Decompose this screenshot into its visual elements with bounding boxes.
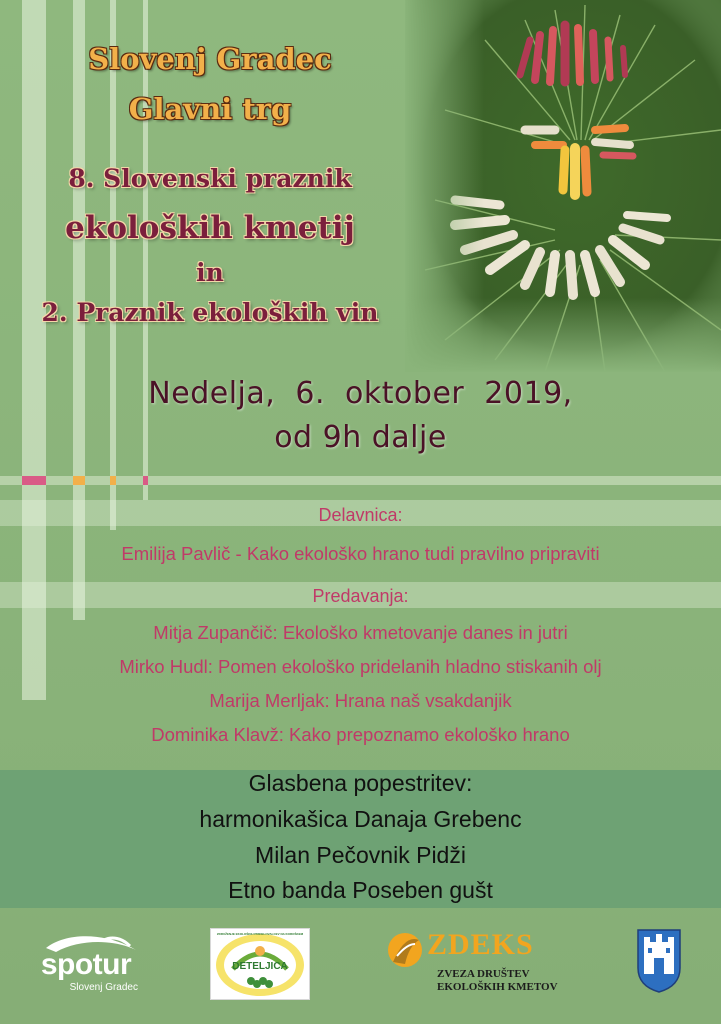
lecture-item: Dominika Klavž: Kako prepoznamo ekološko hrano [151,724,570,745]
zdeks-name: ZDEKS [427,928,534,961]
carrot-photo [405,0,721,372]
workshop-label: Delavnica: [318,505,403,525]
decor-tick [73,476,85,485]
deteljica-name: DETELJICA [232,961,288,972]
decor-tick [143,476,148,485]
slovenj-gradec-coat-of-arms [636,928,682,994]
square-title: Glavni trg [128,92,292,126]
spotur-logo [26,930,146,1000]
event-title-line2: ekoloških kmetij [65,210,355,246]
decor-tick [110,476,116,485]
lecture-item: Mitja Zupančič: Ekološko kmetovanje danes in jutri [153,622,568,643]
event-date: Nedelja, 6. oktober 2019, [148,376,573,411]
lecture-item: Mirko Hudl: Pomen ekološko pridelanih hladno stiskanih olj [119,656,602,677]
spotur-sub: Slovenj Gradec [69,982,138,993]
event-title-line1: 8. Slovenski praznik [68,164,352,193]
event-title-line4: 2. Praznik ekoloških vin [41,298,379,327]
decor-tick [22,476,46,485]
town-title: Slovenj Gradec [88,42,332,76]
zdeks-leaf-icon [385,930,425,974]
lectures-label: Predavanja: [312,586,409,606]
zdeks-logo [385,930,565,996]
spotur-name: spotur [40,948,132,981]
lecture-item: Marija Merljak: Hrana naš vsakdanjik [209,690,512,711]
event-time: od 9h dalje [274,420,447,455]
performer: Milan Pečovnik Pidži [255,842,466,868]
zdeks-sub2: EKOLOŠKIH KMETOV [437,981,558,993]
performer: Etno banda Poseben gušt [228,877,493,903]
deteljica-logo [210,928,310,1000]
event-title-line3: in [196,258,224,287]
performer: harmonikašica Danaja Grebenc [199,806,522,832]
music-title: Glasbena popestritev: [248,770,473,796]
zdeks-sub1: ZVEZA DRUŠTEV [437,968,530,980]
coat-of-arms-icon [636,928,682,994]
workshop-item: Emilija Pavlič - Kako ekološko hrano tudi pravilno pripraviti [121,543,600,564]
deteljica-ring-text: ZDRUŽENJE EKOLOŠKIH PRIDELOVALCEV NA KOROŠKEM [216,932,304,936]
decor-horizontal-stripe [0,476,721,485]
